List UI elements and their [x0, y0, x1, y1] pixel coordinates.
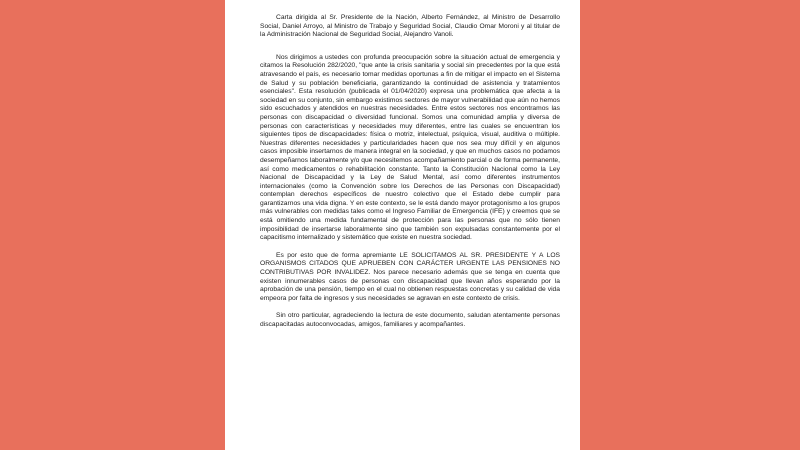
letter-addressees: Carta dirigida al Sr. Presidente de la Nación, Alberto Fernández, al Ministro de Desarrollo Social, Daniel Arroyo, al Ministro de Trabajo y Seguridad Social, Claudio Omar Moroni y al titular de la Administración Nacional de Seguridad Social, Alejandro Vanoli.: [260, 14, 560, 39]
letter-body-concern: Nos dirigimos a ustedes con profunda preocupación sobre la situación actual de emergencia y citamos la Resolución 282/2020, "que ante la crisis sanitaria y social sin precedentes por la que está atravesando el país, es necesario tomar medidas oportunas a fin de mitigar el impacto en el Sistema de Salud y su población beneficiaria, garantizando la continuidad de asistencia y tratamientos esenciales". Esta resolución (publicada el 01/04/2020) expresa una problemática que afecta a la sociedad en su conjunto, sin embargo existimos sectores de mayor vulnerabilidad que aún no hemos sido escuchados y atendidos en nuestras necesidades. Entre estos sectores nos encontramos las personas con discapacidad o diversidad funcional. Somos una comunidad amplia y diversa de personas con características y necesidades muy diferentes, entre las cuales se encuentran los siguientes tipos de discapacidades: física o motriz, intelectual, psíquica, visual, auditiva o múltiple. Nuestras diferentes necesidades y particularidades hacen que nos sea muy difícil y en algunos casos imposible insertarnos de manera integral en la sociedad, y que en muchos casos no podamos desempeñarnos laboralmente y/o que necesitemos acompañamiento parcial o de forma permanente, así como medicamentos o rehabilitación constante. Tanto la Constitución Nacional como la Ley Nacional de Discapacidad y la Ley de Salud Mental, así como diferentes instrumentos internacionales (como la Convención sobre los Derechos de las Personas con Discapacidad) contemplan derechos específicos de nuestro colectivo que el Estado debe cumplir para garantizarnos una vida digna. Y en este contexto, se le está dando mayor protagonismo a los grupos más vulnerables con medidas tales como el Ingreso Familiar de Emergencia (IFE) y creemos que se está omitiendo una medida fundamental de protección para las personas que no sólo tienen imposibilidad de insertarse laboralmente sino que también son expulsadas constantemente por el capacitismo internalizado y sistemático que existe en nuestra sociedad.: [260, 53, 560, 242]
letter-body-request: Es por esto que de forma apremiante LE SOLICITAMOS AL SR. PRESIDENTE Y A LOS ORGANISMOS CITADOS QUE APRUEBEN CON CARÁCTER URGENTE LAS PENSIONES NO CONTRIBUTIVAS POR INVALIDEZ. Nos parece necesario además que se tenga en cuenta que existen innumerables casos de personas con discapacidad que llevan años esperando por la aprobación de una pensión, tiempo en el cual no obtienen respuestas concretas y su calidad de vida empeora por falta de ingresos y sus necesidades se agravan en este contexto de crisis.: [260, 251, 560, 302]
letter-closing: Sin otro particular, agradeciendo la lectura de este documento, saludan atentamente personas discapacitadas autoconvocadas, amigos, familiares y acompañantes.: [260, 312, 560, 328]
letter-page: [225, 0, 580, 450]
